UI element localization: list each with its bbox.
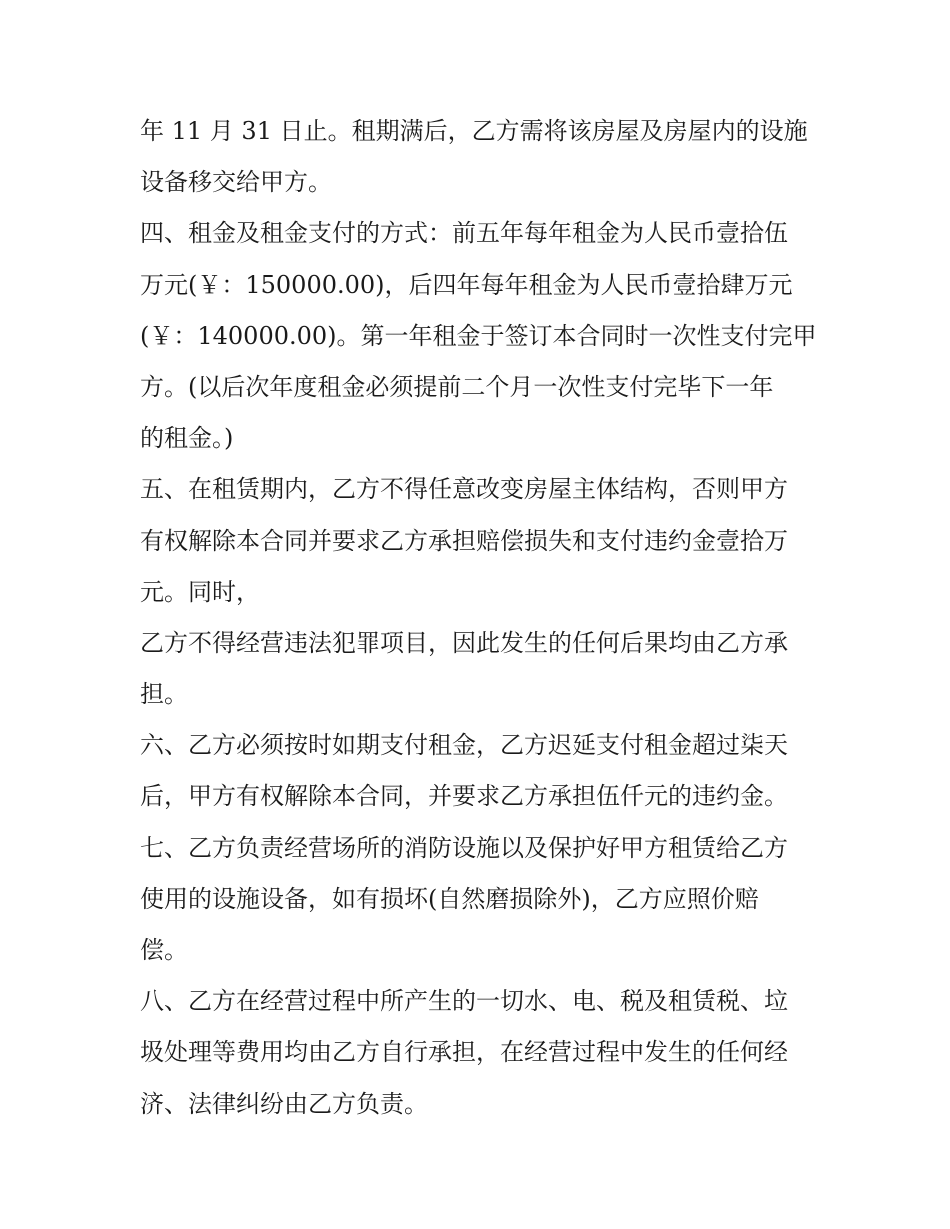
text-line: 有权解除本合同并要求乙方承担赔偿损失和支付违约金壹拾万	[140, 526, 788, 555]
clause-5-line: 五、在租赁期内，乙方不得任意改变房屋主体结构，否则甲方	[140, 475, 788, 504]
text-line: 后，甲方有权解除本合同，并要求乙方承担伍仟元的违约金。	[140, 782, 788, 811]
text-line: 元。同时，	[140, 577, 260, 606]
clause-7-line: 七、乙方负责经营场所的消防设施以及保护好甲方租赁给乙方	[140, 833, 788, 862]
text-line: 乙方不得经营违法犯罪项目，因此发生的任何后果均由乙方承	[140, 628, 788, 657]
text-line: 万元(￥：150000.00)，后四年每年租金为人民币壹拾肆万元	[140, 270, 793, 299]
clause-8-line: 八、乙方在经营过程中所产生的一切水、电、税及租赁税、垃	[140, 987, 788, 1016]
text-line: 偿。	[140, 936, 188, 964]
text-line: 济、法律纠纷由乙方负责。	[140, 1089, 428, 1118]
clause-6-line: 六、乙方必须按时如期支付租金，乙方迟延支付租金超过柒天	[140, 731, 788, 760]
text-line: 年 11 月 31 日止。租期满后，乙方需将该房屋及房屋内的设施	[140, 117, 808, 145]
text-line: (￥：140000.00)。第一年租金于签订本合同时一次性支付完甲	[140, 321, 817, 350]
text-line: 使用的设施设备，如有损坏(自然磨损除外)，乙方应照价赔	[140, 884, 759, 913]
text-line: 担。	[140, 680, 188, 709]
contract-text	[140, 106, 820, 1130]
clause-4-line: 四、租金及租金支付的方式：前五年每年租金为人民币壹拾伍	[140, 219, 788, 248]
text-line: 方。(以后次年度租金必须提前二个月一次性支付完毕下一年	[140, 372, 774, 401]
text-line: 设备移交给甲方。	[140, 168, 332, 197]
text-line: 圾处理等费用均由乙方自行承担，在经营过程中发生的任何经	[140, 1038, 788, 1067]
text-line: 的租金。)	[140, 424, 234, 453]
